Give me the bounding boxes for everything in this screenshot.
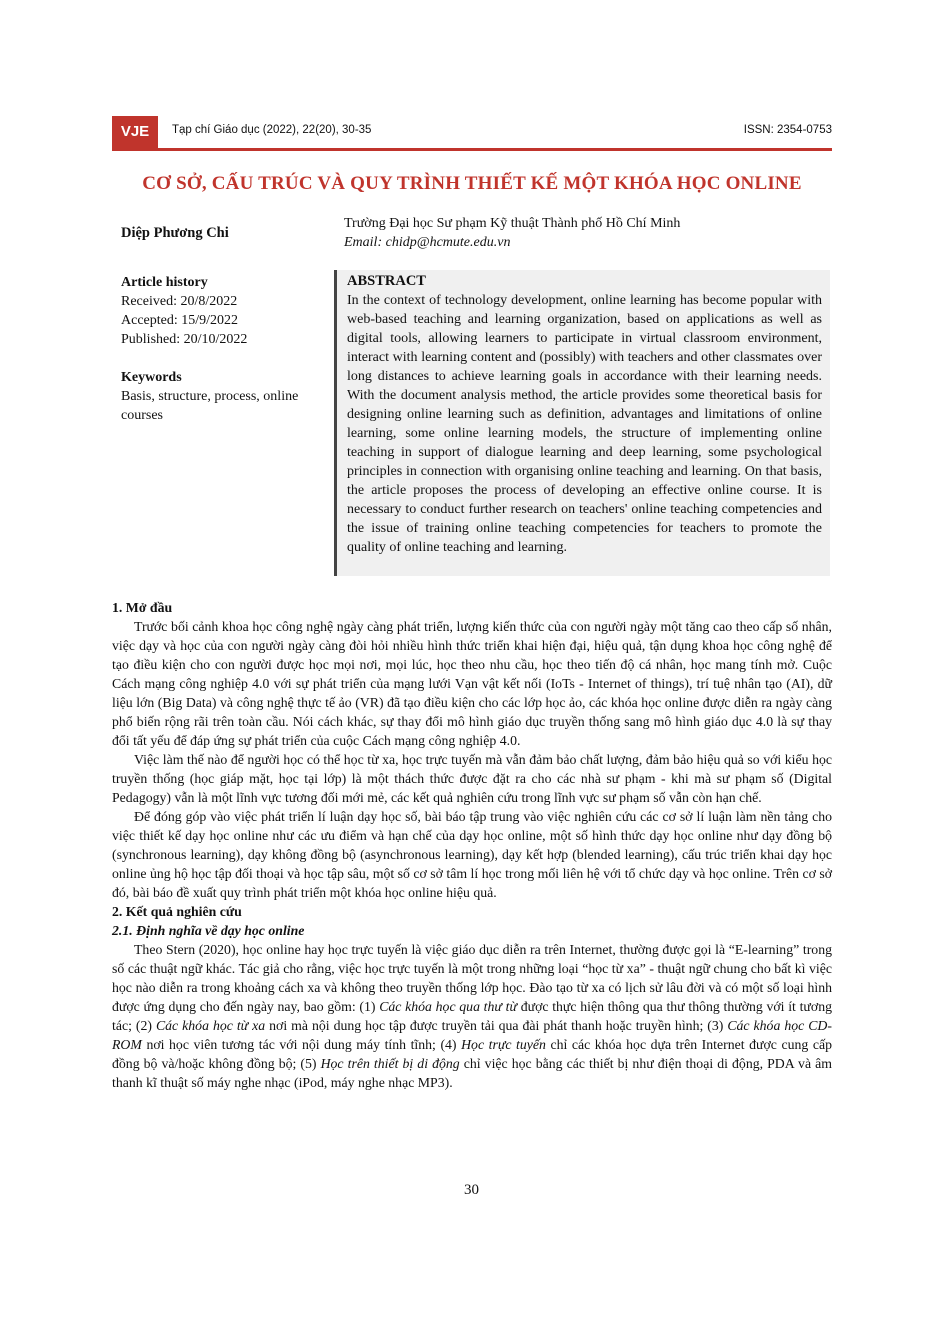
- author-affiliation-block: [344, 214, 680, 252]
- paragraph: [112, 940, 832, 1092]
- page-number: 30: [464, 1182, 479, 1198]
- abstract-box: [334, 270, 830, 576]
- italic-term: Học trên thiết bị di động: [320, 1056, 460, 1071]
- text-run: chỉ các khóa học dựa trên Internet được cung cấp đồng bộ và/hoặc không đồng bộ; (5): [112, 1037, 832, 1071]
- italic-term: Các khóa học từ xa: [155, 1018, 266, 1033]
- italic-term: Các khóa học CD-ROM: [112, 1018, 832, 1052]
- article-history-heading: Article history: [121, 275, 208, 290]
- keywords-heading: Keywords: [121, 370, 182, 385]
- section-heading: 2. Kết quả nghiên cứu: [112, 904, 242, 919]
- paragraph: Việc làm thế nào để người học có thể học từ xa, học trực tuyến mà vẫn đảm bảo chất lượng, đảm bảo hiệu quả so với kiểu học truyền thống (học giáp mặt, học tại lớp) là một thách thức được đặt ra cho các nhà sư phạm - khi mà sư phạm số (Digital Pedagogy) vẫn là một lĩnh vực tương đối mới mẻ, các kết quả nghiên cứu trong lĩnh vực sư phạm số vẫn còn hạn chế.: [112, 752, 832, 805]
- issn: ISSN: 2354-0753: [743, 124, 832, 136]
- article-meta: [121, 273, 321, 425]
- received-date: Received: 20/8/2022: [121, 294, 238, 309]
- journal-citation: Tạp chí Giáo dục (2022), 22(20), 30-35: [172, 124, 372, 136]
- abstract-text: In the context of technology development, online learning has become popular with web-based teaching and learning organization, based on applications as well as digital tools, allowing learners to participate in virtual classroom environment, interact with learning content and (possibly) with teachers and other classmates over long distances to achieve learning goals in accordance with their learning needs. With the document analysis method, the article provides some theoretical basis for designing online learning such as definition, advantages and limitations of online learning, some online learning models, the structure of implementing online teaching in support of dialogue learning and deep learning, some psychological principles in connection with organising online teaching and learning. On that basis, the article proposes the process of developing an effective online course. It is necessary to conduct further research on teachers' online teaching competencies and the issue of training online teaching competencies for teachers to promote the quality of online teaching and learning.: [347, 293, 822, 555]
- article-body: [112, 598, 832, 1092]
- author-name: Diệp Phương Chi: [121, 225, 229, 241]
- journal-header: [112, 116, 832, 148]
- section-heading: 1. Mở đầu: [112, 600, 173, 615]
- keywords-text: Basis, structure, process, online courses: [121, 389, 299, 423]
- italic-term: Học trực tuyến: [461, 1037, 546, 1052]
- published-date: Published: 20/10/2022: [121, 332, 248, 347]
- article-title: CƠ SỞ, CẤU TRÚC VÀ QUY TRÌNH THIẾT KẾ MỘT KHÓA HỌC ONLINE: [142, 173, 802, 194]
- text-run: chỉ việc học bằng các thiết bị như điện thoại di động, PDA và âm thanh kĩ thuật số máy nghe nhạc (iPod, máy nghe nhạc MP3).: [112, 1056, 832, 1090]
- journal-badge: VJE: [112, 116, 158, 148]
- text-run: nơi mà nội dung học tập được truyền tải qua đài phát thanh hoặc truyền hình; (3): [265, 1018, 728, 1033]
- affiliation: Trường Đại học Sư phạm Kỹ thuật Thành phố Hồ Chí Minh: [344, 216, 681, 231]
- text-run: nơi học viên tương tác với nội dung máy tính tĩnh; (4): [141, 1037, 462, 1052]
- header-rule: [112, 148, 832, 151]
- paragraph: Trước bối cảnh khoa học công nghệ ngày càng phát triển, lượng kiến thức của con người ngày một tăng cao theo cấp số nhân, việc dạy và học của con người ngày càng đòi hỏi nhiều hình thức triển khai hiện đại, hiệu quả, tận dụng khoa học công nghệ để tạo điều kiện cho con người được học mọi nơi, mọi lúc, học theo nhu cầu, học theo tiến độ cá nhân, học mang tính mở. Cuộc Cách mạng công nghiệp 4.0 với sự phát triển của mạng lưới Vạn vật kết nối (IoTs - Internet of things), trí tuệ nhân tạo (AI), dữ liệu lớn (Big Data) và công nghệ thực tế ảo (VR) đã tạo điều kiện cho các lớp học ảo, các khóa học online được diễn ra ngày càng phổ biến rộng rãi trên toàn cầu. Nói cách khác, sự thay đổi mô hình giáo dục truyền thống sang mô hình giáo dục 4.0 là sự thay đổi tất yếu để đáp ứng sự phát triển của cuộc Cách mạng công nghiệp 4.0.: [112, 619, 832, 748]
- abstract-heading: ABSTRACT: [347, 273, 426, 289]
- accepted-date: Accepted: 15/9/2022: [121, 313, 239, 328]
- author-email: Email: chidp@hcmute.edu.vn: [344, 235, 511, 250]
- text-run: Theo Stern (2020), học online hay học trực tuyến là việc giáo dục diễn ra trên Internet, thường được gọi là “E-learning” trong số các thuật ngữ khác. Tác giả cho rằng, việc học trực tuyến là một trong những loại “học từ xa” - thuật ngữ chung cho bất kì việc học nào diễn ra trong khoảng cách xa và không theo truyền thống lớp học. Đào tạo từ xa có lịch sử lâu đời và có một số loại hình được ứng dụng cho đến ngày nay, bao gồm: (1): [112, 942, 832, 1014]
- subsection-heading: 2.1. Định nghĩa về dạy học online: [112, 923, 305, 938]
- italic-term: Các khóa học qua thư từ: [379, 999, 517, 1014]
- text-run: được thực hiện thông qua thư thông thường với ít tương tác; (2): [112, 999, 832, 1033]
- paragraph: Để đóng góp vào việc phát triển lí luận dạy học số, bài báo tập trung vào việc nghiên cứu các cơ sở lí luận làm nền tảng cho việc thiết kế dạy học online như các ưu điểm và hạn chế của dạy học online, một số hình thức dạy học online như dạy đồng bộ (synchronous learning), dạy không đồng bộ (asynchronous learning), dạy kết hợp (blended learning), cấu trúc triển khai dạy học online ủng hộ học tập đối thoại và học tập sâu, một số cơ sở tâm lí học trong mối liên hệ với tổ chức dạy và học online. Trên cơ sở đó, bài báo đề xuất quy trình phát triển một khóa học online hiệu quả.: [112, 809, 832, 900]
